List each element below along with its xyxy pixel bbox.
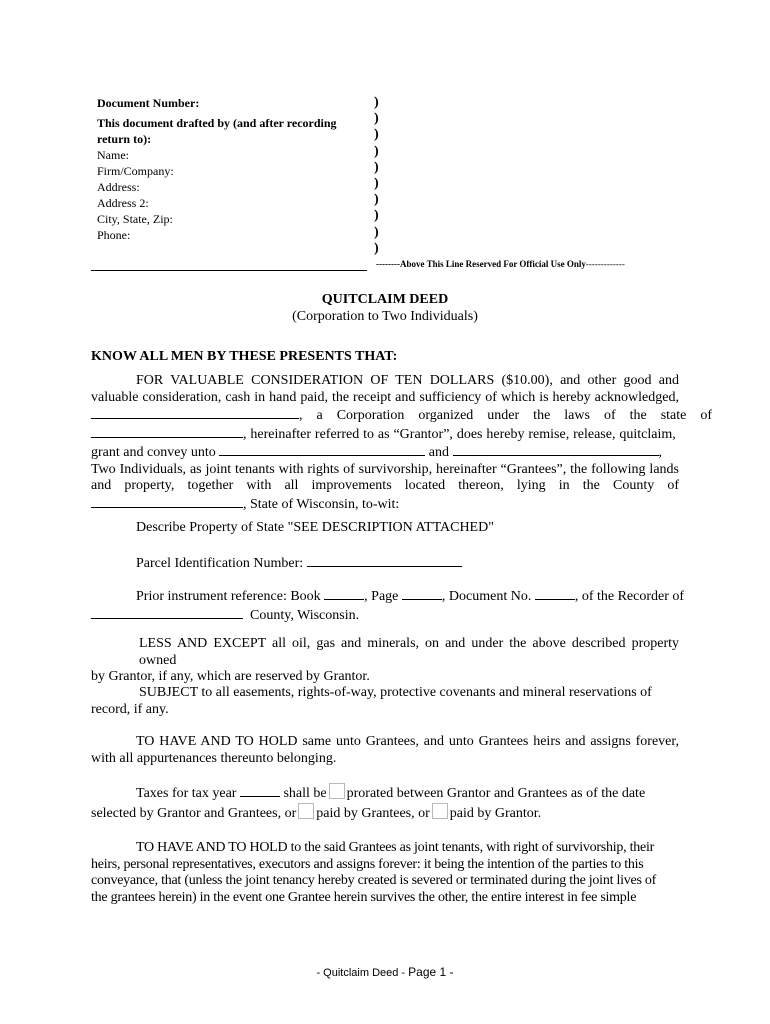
paid-by-grantor-checkbox[interactable] (432, 803, 448, 819)
paid-by-grantees-checkbox[interactable] (298, 803, 314, 819)
bracket-paren: ) (374, 240, 379, 256)
subject-line-1: SUBJECT to all easements, rights-of-way, protective covenants and mineral reservations of (139, 685, 652, 700)
document-no-blank[interactable] (535, 587, 575, 600)
paid-by-grantees-text: paid by Grantees, or (316, 805, 430, 821)
county-blank[interactable] (91, 495, 243, 508)
page-blank[interactable] (402, 587, 442, 600)
selected-by-text: selected by Grantor and Grantees, or (91, 805, 297, 821)
prorated-checkbox[interactable] (329, 783, 345, 799)
habendum2-line-2: heirs, personal representatives, executors and assigns forever: it being the intention of the parties to this (91, 856, 644, 872)
consideration-paragraph (91, 373, 713, 513)
prior-instrument-line-2 (91, 606, 679, 625)
bracket-paren: ) (374, 224, 379, 240)
consideration-line-6: Two Individuals, as joint tenants with rights of survivorship, hereinafter “Grantees”, the following lands (91, 461, 679, 477)
phone-field-label: Phone: (97, 228, 131, 242)
bracket-paren: ) (374, 127, 379, 143)
footer-page-number: Page 1 - (408, 965, 454, 979)
consideration-line-5 (91, 443, 679, 462)
bracket-paren: ) (374, 143, 379, 159)
corporation-text: , a Corporation organized under the laws of the state of (299, 408, 713, 423)
taxes-line-2 (91, 803, 679, 823)
paid-by-grantor-text: paid by Grantor. (449, 805, 542, 821)
consideration-line-3 (91, 406, 713, 425)
prior-instrument-line-1 (91, 587, 685, 606)
deed-title: QUITCLAIM DEED (321, 292, 449, 307)
prorated-text: prorated between Grantor and Grantees as of the date (346, 786, 646, 801)
official-use-text: Above This Line Reserved For Official Use Only (399, 259, 586, 269)
bracket-paren: ) (374, 176, 379, 192)
prior-docno-label: , Document No. (441, 589, 532, 604)
habendum1-line-1: TO HAVE AND TO HOLD same unto Grantees, and unto Grantees heirs and assigns forever, (136, 734, 679, 749)
deed-subtitle: (Corporation to Two Individuals) (292, 309, 478, 324)
habendum1-line-2: with all appurtenances thereunto belonging. (91, 750, 337, 766)
footer-doc-name: - Quitclaim Deed - (316, 967, 406, 979)
state-blank[interactable] (91, 425, 243, 438)
prior-instrument-paragraph (91, 587, 685, 624)
habendum2-line-4: the grantees herein) in the event one Grantee herein survives the other, the entire interest in fee simple (91, 889, 637, 905)
taxes-line-1 (91, 783, 679, 803)
consideration-line-4 (91, 425, 679, 444)
parcel-id-blank[interactable] (307, 554, 462, 567)
state-of-wisconsin-text: , State of Wisconsin, to-wit: (243, 496, 400, 512)
book-blank[interactable] (324, 587, 364, 600)
bracket-paren: ) (374, 111, 379, 127)
grant-convey-text: grant and convey unto (91, 445, 216, 460)
bracket-paren: ) (374, 192, 379, 208)
taxes-paragraph (91, 783, 679, 822)
shall-be-text: shall be (283, 786, 327, 801)
know-all-heading: KNOW ALL MEN BY THESE PRESENTS THAT: (91, 349, 398, 364)
describe-property-line (91, 520, 679, 537)
habendum2-line-1: TO HAVE AND TO HOLD to the said Grantees as joint tenants, with right of survivorship, their (136, 840, 655, 855)
official-dashes-right: ------------- (585, 259, 625, 269)
bracket-paren: ) (374, 159, 379, 175)
less-except-line-1: LESS AND EXCEPT all oil, gas and minerals, on and under the above described property owned (139, 636, 679, 668)
grantee1-blank[interactable] (219, 443, 425, 456)
habendum-paragraph-2 (91, 840, 679, 906)
taxes-year-label: Taxes for tax year (136, 786, 237, 801)
city-state-zip-field-label: City, State, Zip: (97, 212, 173, 226)
prior-page-label: , Page (364, 589, 399, 604)
official-use-notice (376, 259, 625, 269)
header-signature-line (91, 270, 367, 271)
recorder-county-blank[interactable] (91, 606, 243, 619)
describe-property-text: Describe Property of State "SEE DESCRIPTION ATTACHED" (136, 520, 494, 535)
name-field-label: Name: (97, 148, 129, 162)
consideration-line-7: and property, together with all improvements located thereon, lying in the County of (91, 478, 679, 493)
page-footer (0, 965, 770, 979)
county-wisconsin-text: County, Wisconsin. (250, 607, 360, 623)
subject-paragraph (91, 685, 679, 718)
official-dashes-left: -------- (376, 259, 400, 269)
address-field-label: Address: (97, 180, 140, 194)
drafted-by-label: This document drafted by (and after recording return to): (97, 116, 337, 146)
consideration-line-2: valuable consideration, cash in hand paid, the receipt and sufficiency of which is hereby acknowledged, (91, 389, 679, 405)
grantor-referred-text: , hereinafter referred to as “Grantor”, does hereby remise, release, quitclaim, (243, 426, 676, 442)
less-except-paragraph (91, 636, 679, 686)
address2-field-label: Address 2: (97, 196, 149, 210)
grantor-name-blank[interactable] (91, 406, 299, 419)
habendum2-line-3: conveyance, that (unless the joint tenancy hereby created is severed or terminated during the joint lives of (91, 873, 657, 888)
bracket-column (374, 95, 384, 257)
less-except-line-2: by Grantor, if any, which are reserved by Grantor. (91, 669, 370, 684)
consideration-line-8 (91, 495, 679, 514)
grantee2-blank[interactable] (453, 443, 659, 456)
prior-recorder-label: , of the Recorder of (574, 589, 685, 604)
and-text: and (428, 445, 450, 460)
prior-book-label: Prior instrument reference: Book (136, 589, 321, 604)
bracket-paren: ) (374, 208, 379, 224)
bracket-paren: ) (374, 95, 379, 110)
comma-text: , (658, 445, 663, 460)
subject-line-2: record, if any. (91, 701, 169, 717)
return-address-block (97, 95, 367, 243)
consideration-line-1: FOR VALUABLE CONSIDERATION OF TEN DOLLARS ($10.00), and other good and (136, 373, 679, 388)
tax-year-blank[interactable] (240, 784, 280, 797)
firm-field-label: Firm/Company: (97, 164, 174, 178)
document-number-label: Document Number: (97, 96, 200, 110)
habendum-paragraph-1 (91, 734, 679, 767)
parcel-id-label: Parcel Identification Number: (136, 556, 304, 571)
parcel-id-line (91, 554, 679, 573)
